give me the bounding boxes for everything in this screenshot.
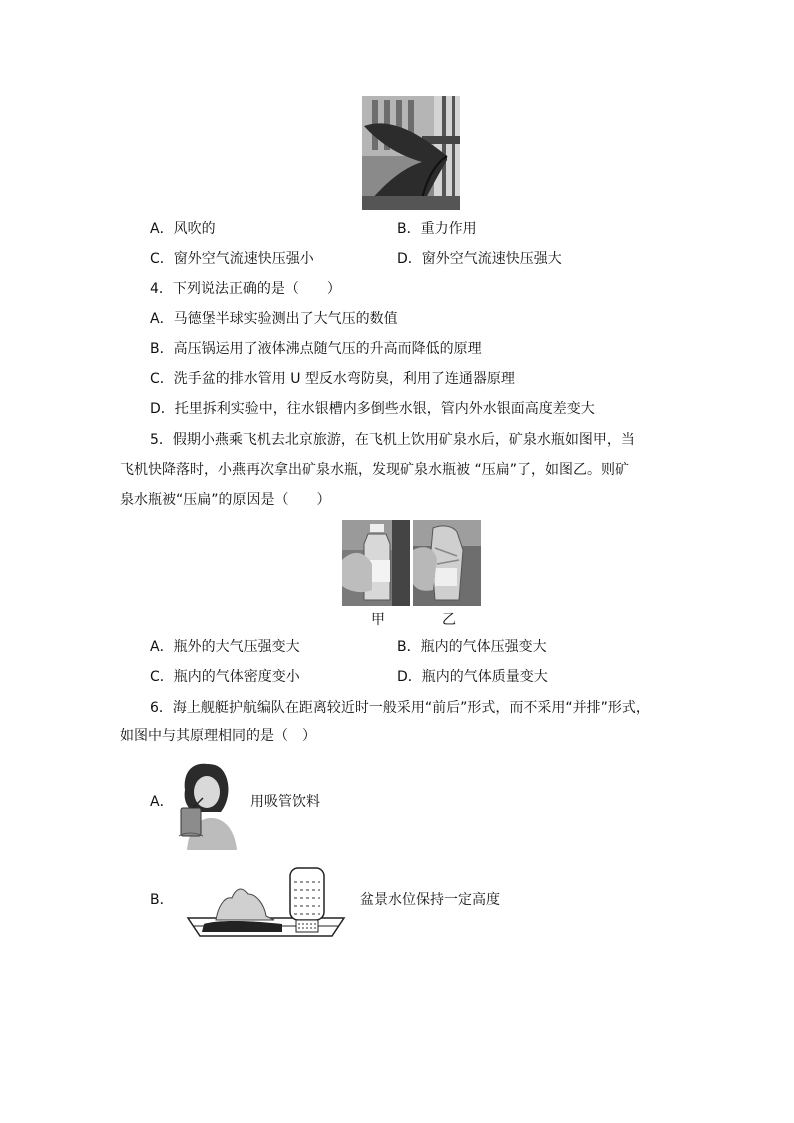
bottle-photo-jia bbox=[342, 520, 410, 606]
bottle-photo-yi bbox=[413, 520, 481, 606]
option-text: 瓶内的气体密度变小 bbox=[173, 669, 300, 685]
caption-jia: 甲 bbox=[371, 612, 385, 628]
option-letter: C． bbox=[150, 669, 174, 685]
q6-option-b-letter: B． bbox=[150, 892, 174, 908]
q6-stem-line-2: 如图中与其原理相同的是（ ） bbox=[120, 728, 316, 744]
q3-option-a bbox=[150, 219, 216, 239]
option-letter: D． bbox=[397, 669, 422, 685]
q4-option-d bbox=[150, 399, 595, 419]
q6-option-a-text: 用吸管饮料 bbox=[250, 794, 320, 810]
option-text: 瓶内的气体质量变大 bbox=[421, 669, 548, 685]
q4-option-b bbox=[150, 339, 482, 359]
q5-option-c bbox=[150, 667, 300, 687]
option-letter: B． bbox=[397, 221, 421, 237]
straw-drinking-photo bbox=[177, 758, 240, 850]
q5-option-d bbox=[397, 667, 548, 687]
q6-option-b-text: 盆景水位保持一定高度 bbox=[360, 892, 500, 908]
q3-option-c bbox=[150, 249, 314, 269]
option-letter: A． bbox=[150, 311, 174, 327]
bonsai-water-bottle-figure bbox=[186, 864, 346, 940]
option-letter: A． bbox=[150, 221, 174, 237]
option-letter: B． bbox=[397, 639, 421, 655]
option-text: 风吹的 bbox=[173, 221, 216, 237]
q5-stem-line-2: 飞机快降落时，小燕再次拿出矿泉水瓶，发现矿泉水瓶被 “压扁”了，如图乙。则矿 bbox=[120, 462, 629, 478]
q5-option-a bbox=[150, 637, 300, 657]
option-text: 高压锅运用了液体沸点随气压的升高而降低的原理 bbox=[173, 341, 482, 357]
q4-option-a bbox=[150, 309, 398, 329]
option-text: 窗外空气流速快压强小 bbox=[173, 251, 314, 267]
option-text: 托里拆利实验中，往水银槽内多倒些水银，管内外水银面高度差变大 bbox=[174, 401, 595, 417]
q5-stem-line-3: 泉水瓶被“压扁”的原因是（ ） bbox=[120, 492, 331, 508]
option-letter: C． bbox=[150, 371, 174, 387]
option-letter: D． bbox=[397, 251, 422, 267]
option-letter: B． bbox=[150, 341, 174, 357]
q6-option-a-letter: A． bbox=[150, 794, 174, 810]
option-text: 瓶内的气体压强变大 bbox=[420, 639, 547, 655]
option-letter: A． bbox=[150, 639, 174, 655]
option-text: 洗手盆的排水管用 U 型反水弯防臭，利用了连通器原理 bbox=[173, 371, 515, 387]
option-letter: C． bbox=[150, 251, 174, 267]
option-text: 瓶外的大气压强变大 bbox=[173, 639, 300, 655]
q4-option-c bbox=[150, 369, 515, 389]
q3-option-d bbox=[397, 249, 562, 269]
q4-stem: 4．下列说法正确的是（ ） bbox=[150, 281, 341, 297]
option-letter: D． bbox=[150, 401, 175, 417]
curtain-window-photo bbox=[362, 96, 460, 210]
q3-option-b bbox=[397, 219, 477, 239]
q5-option-b bbox=[397, 637, 547, 657]
option-text: 马德堡半球实验测出了大气压的数值 bbox=[173, 311, 398, 327]
option-text: 窗外空气流速快压强大 bbox=[421, 251, 562, 267]
q5-stem-line-1: 5．假期小燕乘飞机去北京旅游，在飞机上饮用矿泉水后，矿泉水瓶如图甲，当 bbox=[150, 432, 635, 448]
option-text: 重力作用 bbox=[420, 221, 477, 237]
caption-yi: 乙 bbox=[442, 612, 456, 628]
q6-stem-line-1: 6．海上舰艇护航编队在距离较近时一般采用“前后”形式，而不采用“并排”形式， bbox=[150, 700, 650, 716]
